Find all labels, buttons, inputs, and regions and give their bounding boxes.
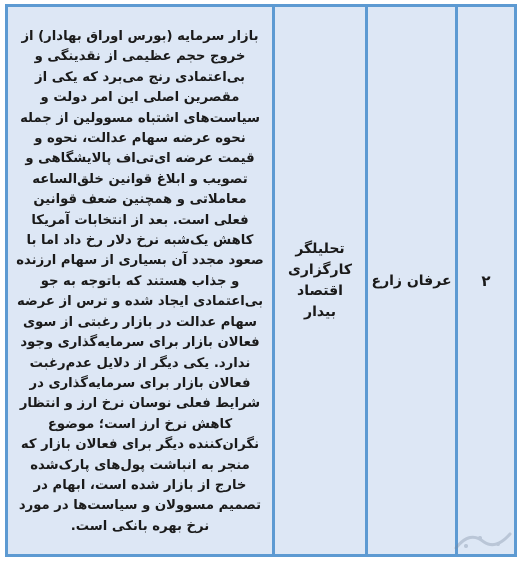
info-table [5, 4, 517, 557]
opinion-text: بازار سرمایه (بورس اوراق بهادار) از خروج حجم عظیمی از نقدینگی و بی‌اعتمادی رنج می‌برد که یکی از مقصرین اصلی این امر دولت و سیاست‌های اشتباه مسوولین از جمله نحوه عرضه سهام عدالت، نحوه و قیمت عرضه ای‌تی‌اف پالایشگاهی و تصویب و ابلاغ قوانین خلق‌الساعه معاملاتی و همچنین ضعف قوانین فعلی است. بعد از انتخابات آمریکا کاهش یک‌شبه نرخ دلار رخ داد اما با صعود مجدد آن بسیاری از سهام ارزنده و جذاب هستند که باتوجه به جو بی‌اعتمادی ایجاد شده و ترس از عرضه سهام عدالت در بازار رغبتی از سوی فعالان بازار برای سرمایه‌گذاری وجود ندارد. یکی دیگر از دلایل عدم‌رغبت فعالان بازار برای سرمایه‌گذاری در شرایط فعلی نوسان نرخ ارز و انتظار کاهش نرخ ارز است؛ موضوع نگران‌کننده دیگر برای فعالان بازار که منجر به انباشت پول‌های پارک‌شده خارج از بازار شده است، ابهام در تصمیم مسوولان و سیاست‌ها در مورد نرخ بهره بانکی است. [16, 29, 264, 534]
person-name-cell [368, 7, 455, 554]
person-name: عرفان زارع [371, 272, 452, 289]
row-number-cell [458, 7, 514, 554]
row-number: ۲ [481, 271, 491, 290]
person-role-cell [275, 7, 365, 554]
site-logo-watermark-icon [450, 520, 516, 556]
opinion-text-cell [8, 7, 272, 554]
person-role: تحلیلگر کارگزاری اقتصاد بیدار [288, 240, 352, 320]
